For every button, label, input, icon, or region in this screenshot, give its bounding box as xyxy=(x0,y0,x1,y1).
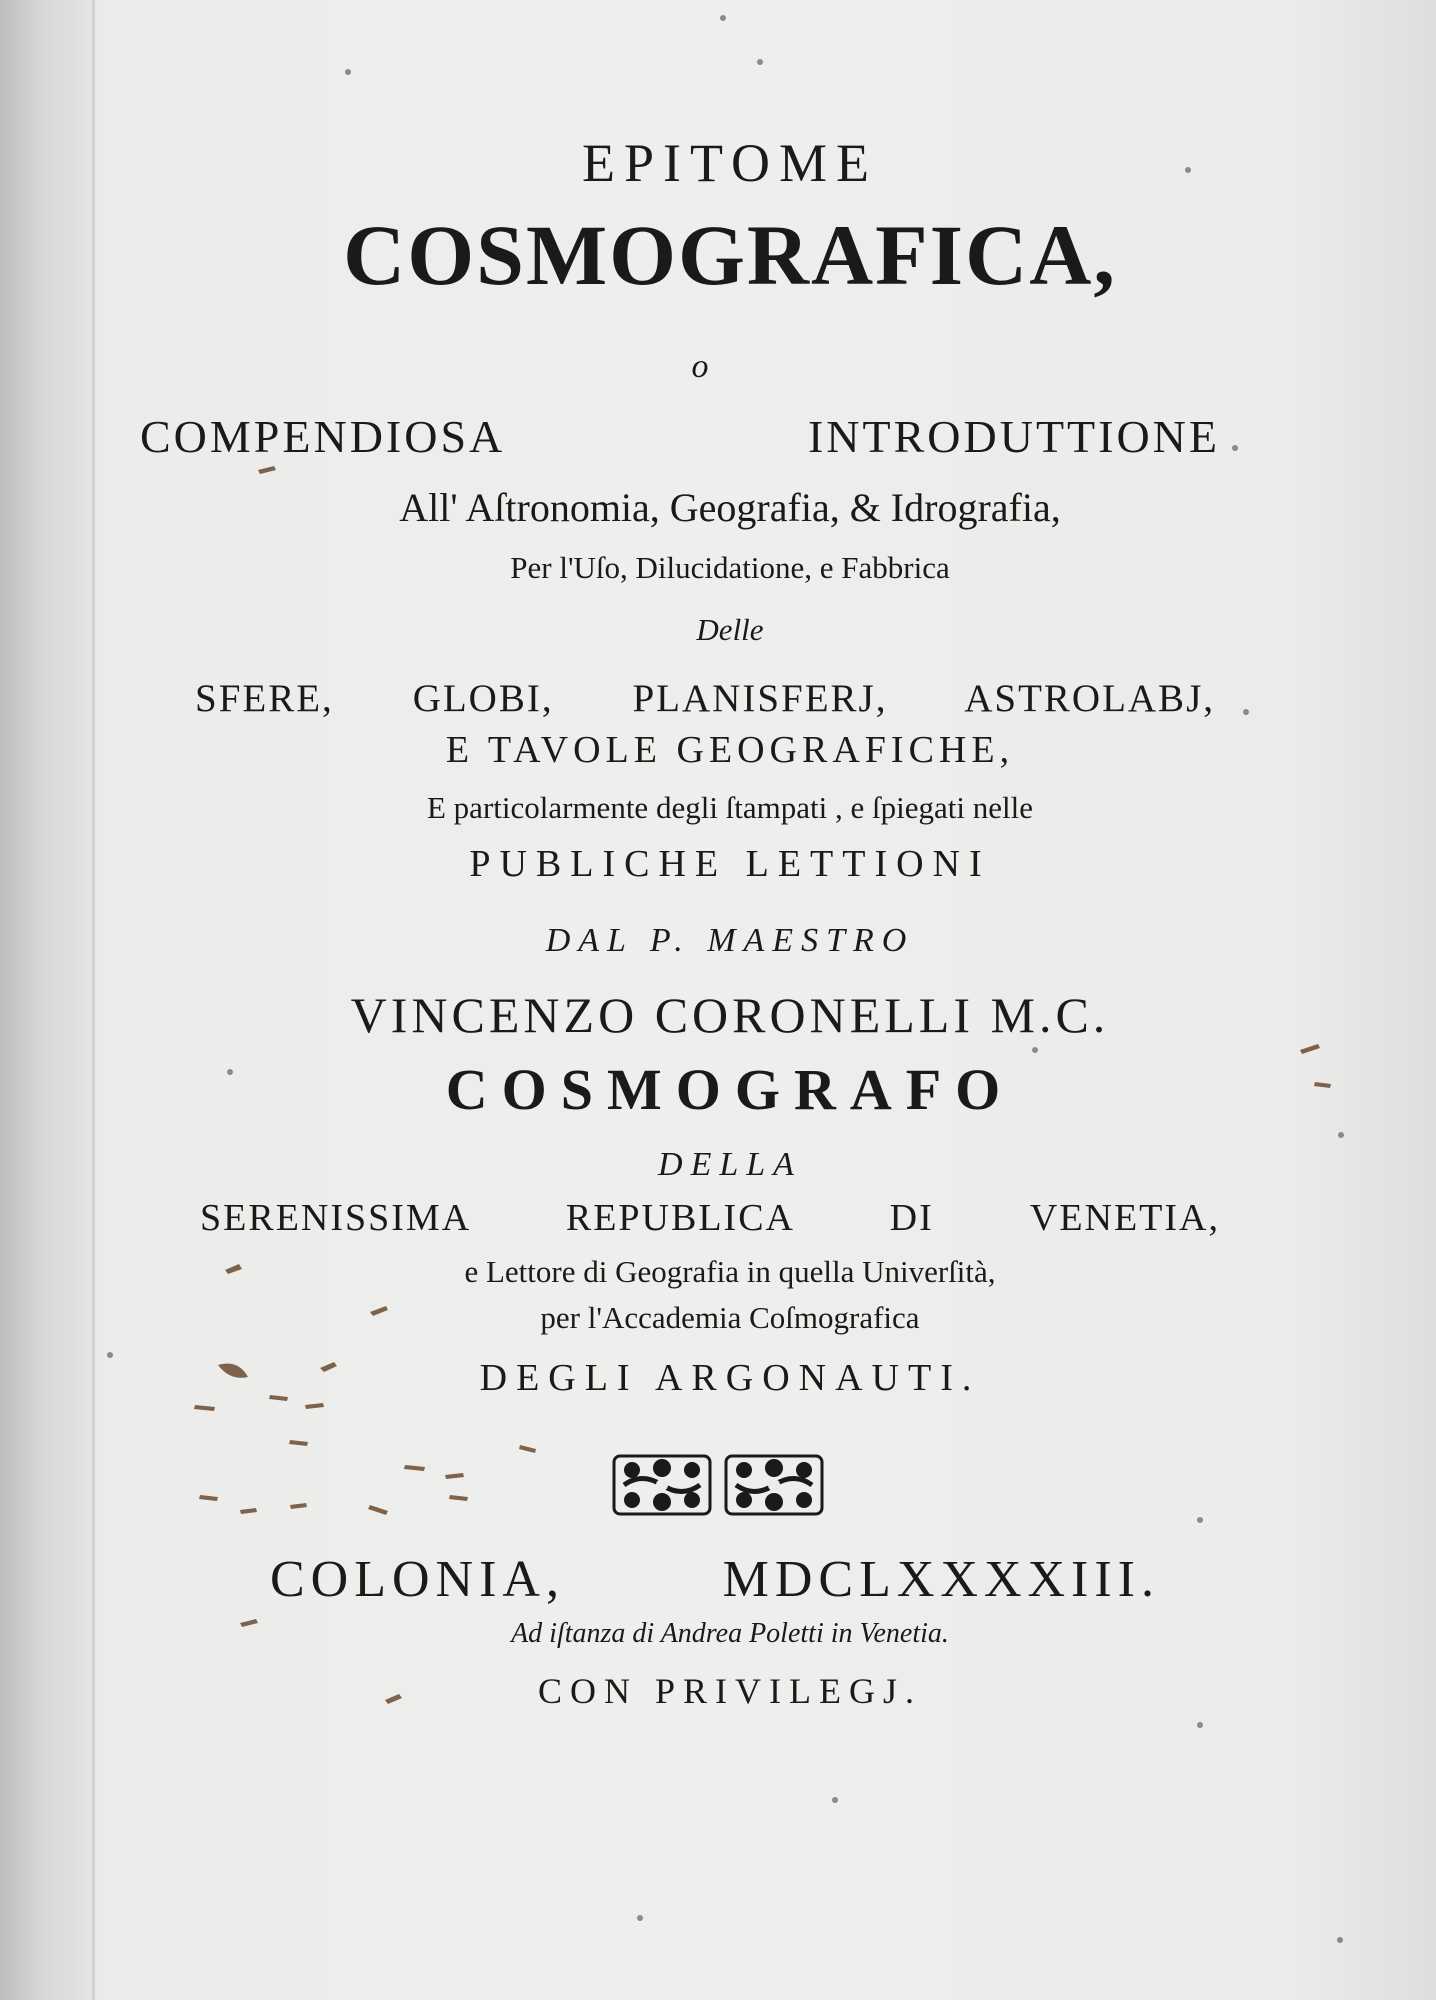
author-title: COSMOGRAFO xyxy=(445,1057,1015,1122)
subtitle-astronomia: All' Aſtronomia, Geografia, & Idrografia, xyxy=(399,485,1061,530)
author-republic: SERENISSIMA REPUBLICA DI VENETIA, xyxy=(200,1197,1220,1239)
author-accademia: per l'Accademia Coſmografica xyxy=(540,1300,920,1335)
author-argonauti: DEGLI ARGONAUTI. xyxy=(479,1357,981,1399)
author-prefix: DAL P. MAESTRO xyxy=(545,922,915,959)
subtitle-tavole: E TAVOLE GEOGRAFICHE, xyxy=(445,729,1015,771)
ornament-block-left xyxy=(614,1456,710,1514)
printers-ornament-icon xyxy=(612,1450,824,1520)
author-della: DELLA xyxy=(658,1146,802,1183)
title-cosmografica: COSMOGRAFICA, xyxy=(343,207,1117,303)
subtitle-particolarmente: E particolarmente degli ſtampati , e ſpiegati nelle xyxy=(427,790,1033,825)
author-lettore: e Lettore di Geografia in quella Univerſità, xyxy=(464,1254,996,1289)
subtitle-sfere: SFERE, GLOBI, PLANISFERJ, ASTROLABJ, xyxy=(195,677,1215,720)
author-name: VINCENZO CORONELLI M.C. xyxy=(350,987,1110,1043)
subtitle-compendiosa: COMPENDIOSA INTRODUTTIONE xyxy=(140,411,1220,462)
ornament-block-right xyxy=(726,1456,822,1514)
title-conjunction: o xyxy=(691,348,709,385)
subtitle-publiche: PUBLICHE LETTIONI xyxy=(469,843,991,885)
imprint-publisher: Ad iſtanza di Andrea Poletti in Venetia. xyxy=(511,1618,949,1649)
subtitle-per-uso: Per l'Uſo, Dilucidatione, e Fabbrica xyxy=(510,550,950,585)
imprint-place-date: COLONIA, MDCLXXXXIII. xyxy=(270,1551,1160,1608)
subtitle-delle: Delle xyxy=(696,612,764,647)
title-epitome: EPITOME xyxy=(581,133,878,193)
imprint-privilege: CON PRIVILEGJ. xyxy=(537,1671,922,1711)
